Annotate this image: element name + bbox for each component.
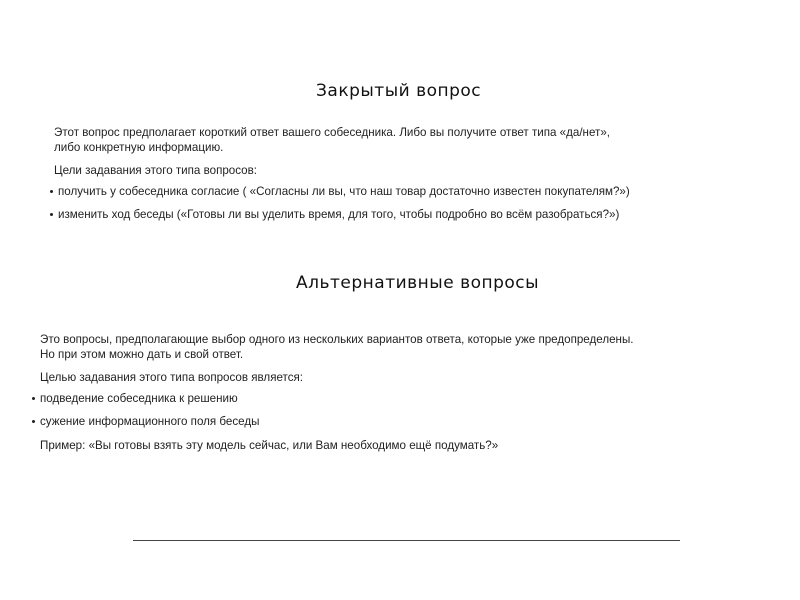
closed-question-bullet-text: получить у собеседника согласие ( «Согласны ли вы, что наш товар достаточно известен покупателям?») [58,185,630,198]
closed-question-bullet-text: изменить ход беседы («Готовы ли вы уделить время, для того, чтобы подробно во всём разобраться?») [58,208,620,221]
alternative-questions-intro-line-2: Но при этом можно дать и свой ответ. [40,348,244,361]
footer-divider [133,540,680,541]
bullet-icon [50,190,53,193]
alternative-questions-bullet-text: сужение информационного поля беседы [40,415,260,428]
bullet-icon [50,213,53,216]
alternative-questions-intro-line-1: Это вопросы, предполагающие выбор одного из нескольких вариантов ответа, которые уже предопределены. [40,333,634,346]
closed-question-bullet [50,207,619,222]
closed-question-intro-line-1: Этот вопрос предполагает короткий ответ вашего собеседника. Либо вы получите ответ типа «да/нет», [54,126,611,139]
alternative-questions-bullet [32,391,238,406]
closed-question-intro-line-2: либо конкретную информацию. [54,141,224,154]
bullet-icon [32,420,35,423]
alternative-questions-bullet [32,414,259,429]
alternative-questions-bullet-text: подведение собеседника к решению [40,392,238,405]
alternative-questions-goals-label: Целью задавания этого типа вопросов является: [40,371,304,384]
alternative-questions-example: Пример: «Вы готовы взять эту модель сейчас, или Вам необходимо ещё подумать?» [40,439,499,452]
bullet-icon [32,397,35,400]
alternative-questions-title: Альтернативные вопросы [296,273,540,293]
closed-question-bullet [50,184,630,199]
closed-question-goals-label: Цели задавания этого типа вопросов: [54,164,258,177]
closed-question-title: Закрытый вопрос [316,81,482,101]
